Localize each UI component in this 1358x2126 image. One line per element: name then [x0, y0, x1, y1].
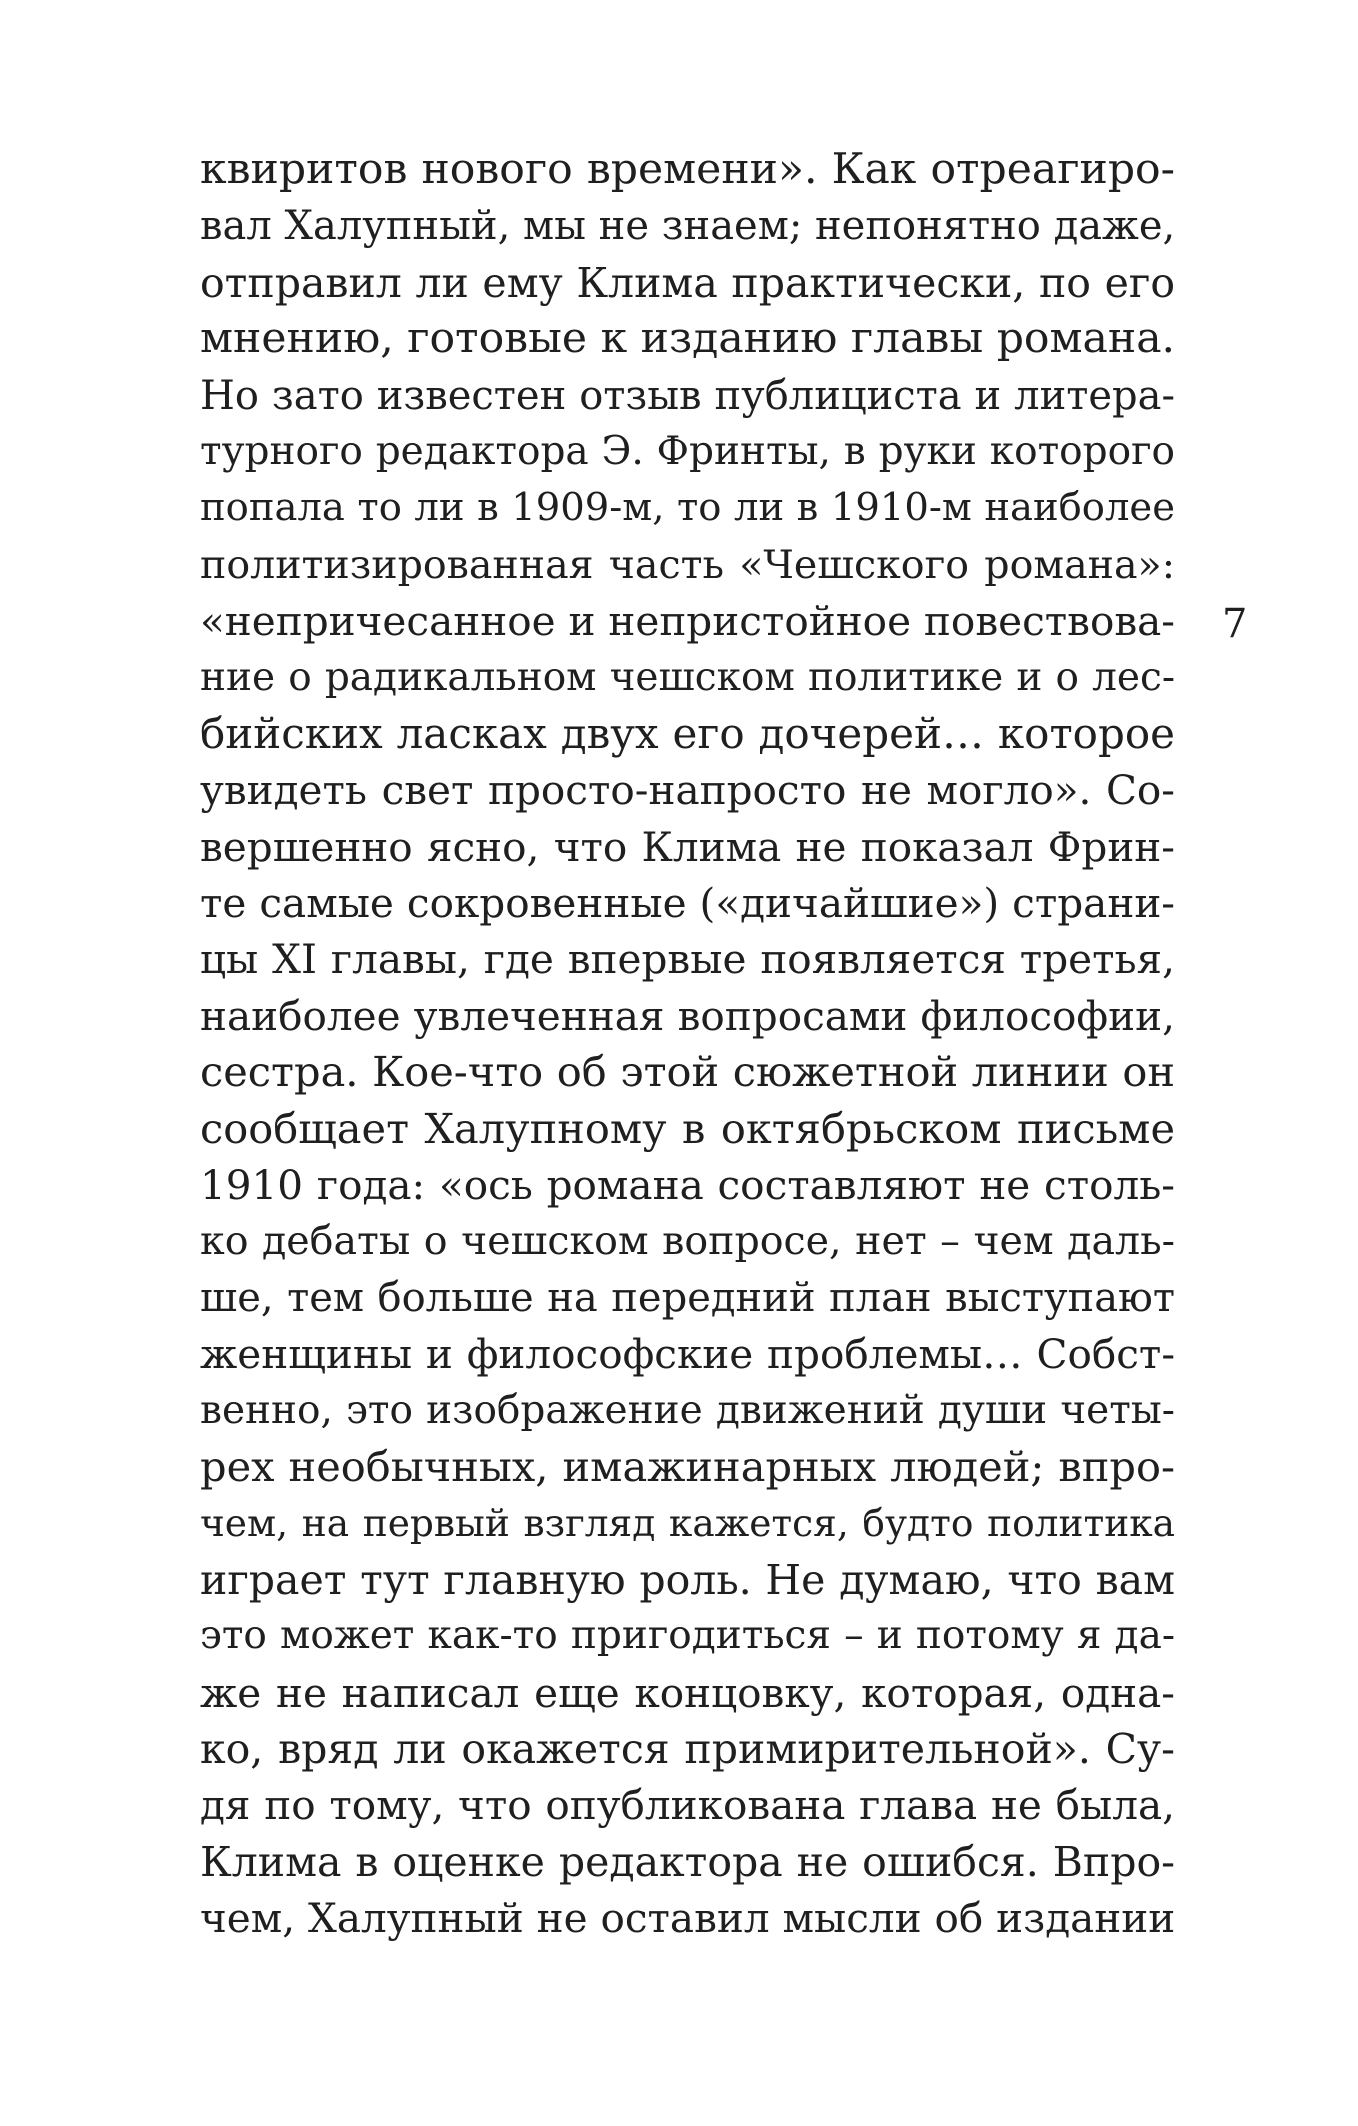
body-text	[200, 142, 1175, 1947]
text-line: отправил ли ему Клима практически, по его	[200, 258, 1175, 307]
text-line: Но зато известен отзыв публициста и литера-	[200, 372, 1175, 419]
text-line: сестра. Кое-что об этой сюжетной линии он	[200, 1047, 1175, 1097]
text-line: же не написал еще концовку, которая, одна-	[200, 1668, 1175, 1717]
text-line: 1910 года: «ось романа составляют не столь-	[200, 1161, 1175, 1210]
text-line: ние о радикальном чешском политике и о лес-	[200, 654, 1175, 700]
text-line: чем, на первый взгляд кажется, будто политика	[200, 1501, 1175, 1546]
text-line: вершенно ясно, что Клима не показал Фрин-	[200, 822, 1175, 871]
text-line: наиболее увлеченная вопросами философии,	[200, 991, 1175, 1040]
text-line: попала то ли в 1909-м, то ли в 1910-м наиболее	[200, 485, 1175, 531]
text-line: это может как-то пригодиться – и потому я да-	[200, 1613, 1175, 1659]
text-line: квиритов нового времени». Как отреагиро-	[200, 145, 1175, 194]
text-line: женщины и философские проблемы… Собст-	[200, 1330, 1175, 1379]
text-line: ко, вряд ли окажется примирительной». Су-	[200, 1724, 1175, 1773]
text-line: играет тут главную роль. Не думаю, что вам	[200, 1555, 1175, 1604]
text-line: ше, тем больше на передний план выступают	[200, 1274, 1175, 1321]
text-line: ко дебаты о чешском вопросе, нет – чем даль-	[200, 1218, 1175, 1265]
text-line: дя по тому, что опубликована глава не была,	[200, 1781, 1175, 1830]
text-line: сообщает Халупному в октябрьском письме	[200, 1103, 1175, 1153]
text-line: чем, Халупный не оставил мысли об издании	[200, 1894, 1175, 1943]
text-line: турного редактора Э. Фринты, в руки которого	[200, 428, 1175, 474]
text-line: политизированная часть «Чешского романа»:	[200, 541, 1175, 588]
text-line: мнению, готовые к изданию главы романа.	[200, 314, 1175, 364]
text-line: венно, это изображение движений души четы-	[200, 1387, 1175, 1433]
page-number: 7	[1222, 601, 1248, 647]
text-line: бийских ласках двух его дочерей… которое	[200, 708, 1175, 758]
text-line: цы XI главы, где впервые появляется третья,	[200, 935, 1175, 984]
text-line: вал Халупный, мы не знаем; непонятно даже,	[200, 203, 1175, 250]
text-line: те самые сокровенные («дичайшие») страни-	[200, 879, 1175, 928]
text-line: увидеть свет просто-напросто не могло». Со-	[200, 766, 1175, 815]
text-line: рех необычных, имажинарных людей; впро-	[200, 1441, 1175, 1491]
text-line: Клима в оценке редактора не ошибся. Впро-	[200, 1837, 1175, 1886]
text-line: «непричесанное и непристойное повествова-	[200, 597, 1175, 646]
